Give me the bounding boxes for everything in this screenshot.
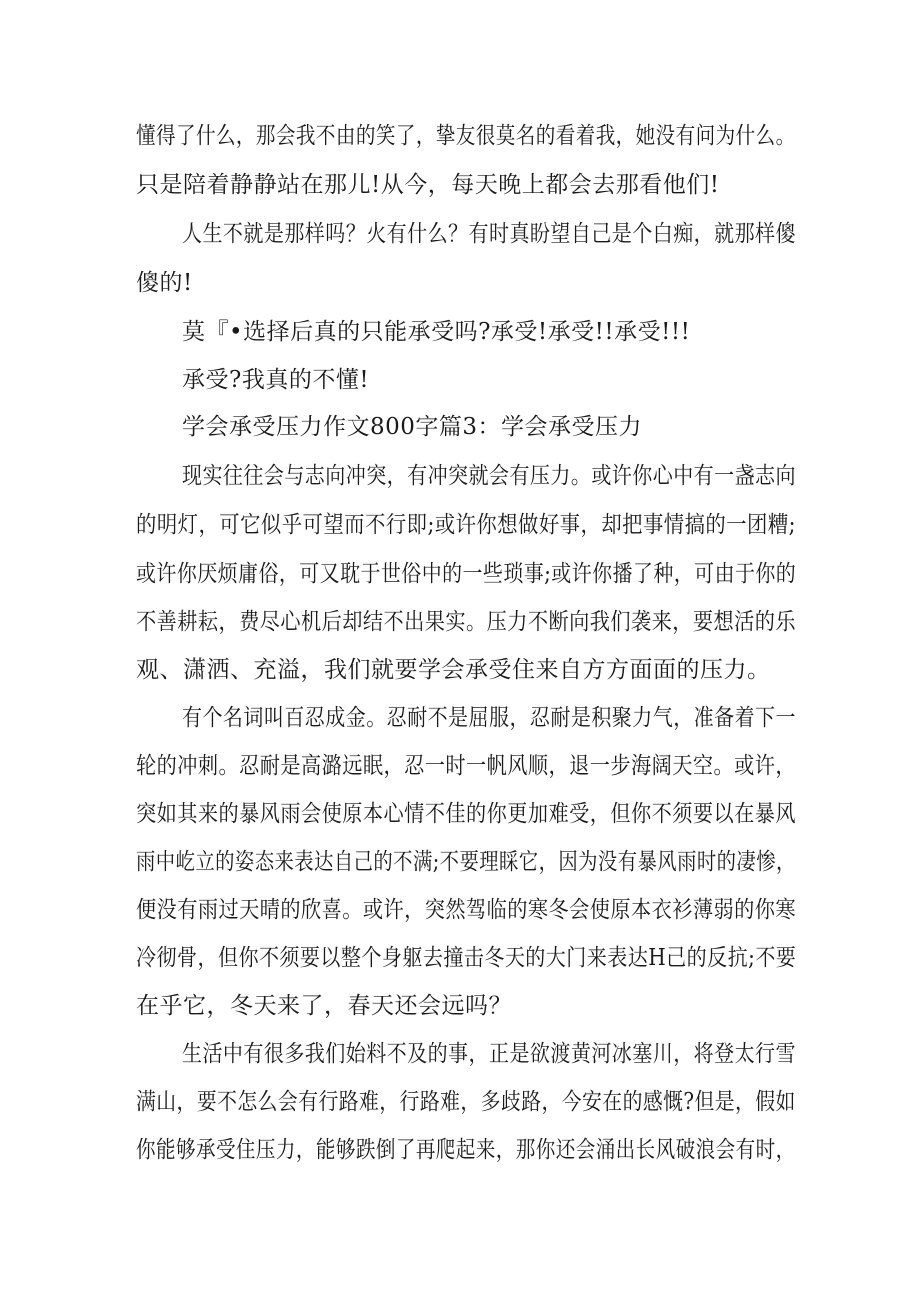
paragraph-start-line: 承受?我真的不懂! — [182, 367, 370, 393]
text-line: 观、潇洒、充溢，我们就要学会承受住来自方方面面的压力。 — [136, 657, 771, 683]
text-line: 雨中屹立的姿态来表达自己的不满;不要理睬它，因为没有暴风雨时的凄惨， — [136, 849, 796, 875]
text-line: 冷彻骨，但你不须要以整个身躯去撞击冬天的大门来表达H己的反抗;不要 — [136, 945, 797, 971]
paragraph-start-line: 生活中有很多我们始料不及的事，正是欲渡黄河冰塞川，将登太行雪 — [182, 1041, 796, 1067]
text-line: 便没有雨过天晴的欣喜。或许，突然驾临的寒冬会使原本衣衫薄弱的你寒 — [136, 897, 797, 923]
paragraph-start-line: 莫『•选择后真的只能承受吗?承受!承受!!承受!!! — [182, 319, 691, 345]
text-line: 傻的! — [136, 270, 193, 296]
text-line: 突如其来的暴风雨会使原本心情不佳的你更加难受，但你不须要以在暴风 — [136, 801, 797, 827]
text-line: 的明灯，可它似乎可望而不行即;或许你想做好事，却把事情搞的一团糟; — [136, 512, 796, 538]
text-line: 满山，要不怎么会有行路难，行路难，多歧路，今安在的感慨?但是，假如 — [136, 1089, 796, 1115]
text-line: 轮的冲刺。忍耐是高潞远眠，忍一时一帆风顺，退一步海阔天空。或许， — [136, 753, 797, 779]
text-line: 或许你厌烦庸俗，可又耽于世俗中的一些琐事;或许你播了种，可由于你的 — [136, 561, 797, 587]
text-line: 你能够承受住压力，能够跌倒了再爬起来，那你还会涌出长风破浪会有时， — [136, 1137, 796, 1163]
text-line: 懂得了什么，那会我不由的笑了，挚友很莫名的看着我，她没有问为什么。 — [136, 123, 796, 149]
section-heading: 学会承受压力作文800字篇3：学会承受压力 — [182, 414, 643, 440]
paragraph-start-line: 现实往往会与志向冲突，有冲突就会有压力。或许你心中有一盏志向 — [182, 463, 796, 489]
paragraph-start-line: 人生不就是那样吗？火有什么？有时真盼望自己是个白痴，就那样傻 — [182, 221, 796, 247]
text-line: 不善耕耘，费尽心机后却结不出果实。压力不断向我们袭来，要想活的乐 — [136, 609, 797, 635]
paragraph-start-line: 有个名词叫百忍成金。忍耐不是屈服，忍耐是积聚力气，准备着下一 — [182, 705, 796, 731]
text-line: 在乎它，冬天来了，春天还会远吗？ — [136, 993, 512, 1019]
text-line: 只是陪着静静站在那儿!从今，每天晚上都会去那看他们! — [136, 172, 720, 198]
